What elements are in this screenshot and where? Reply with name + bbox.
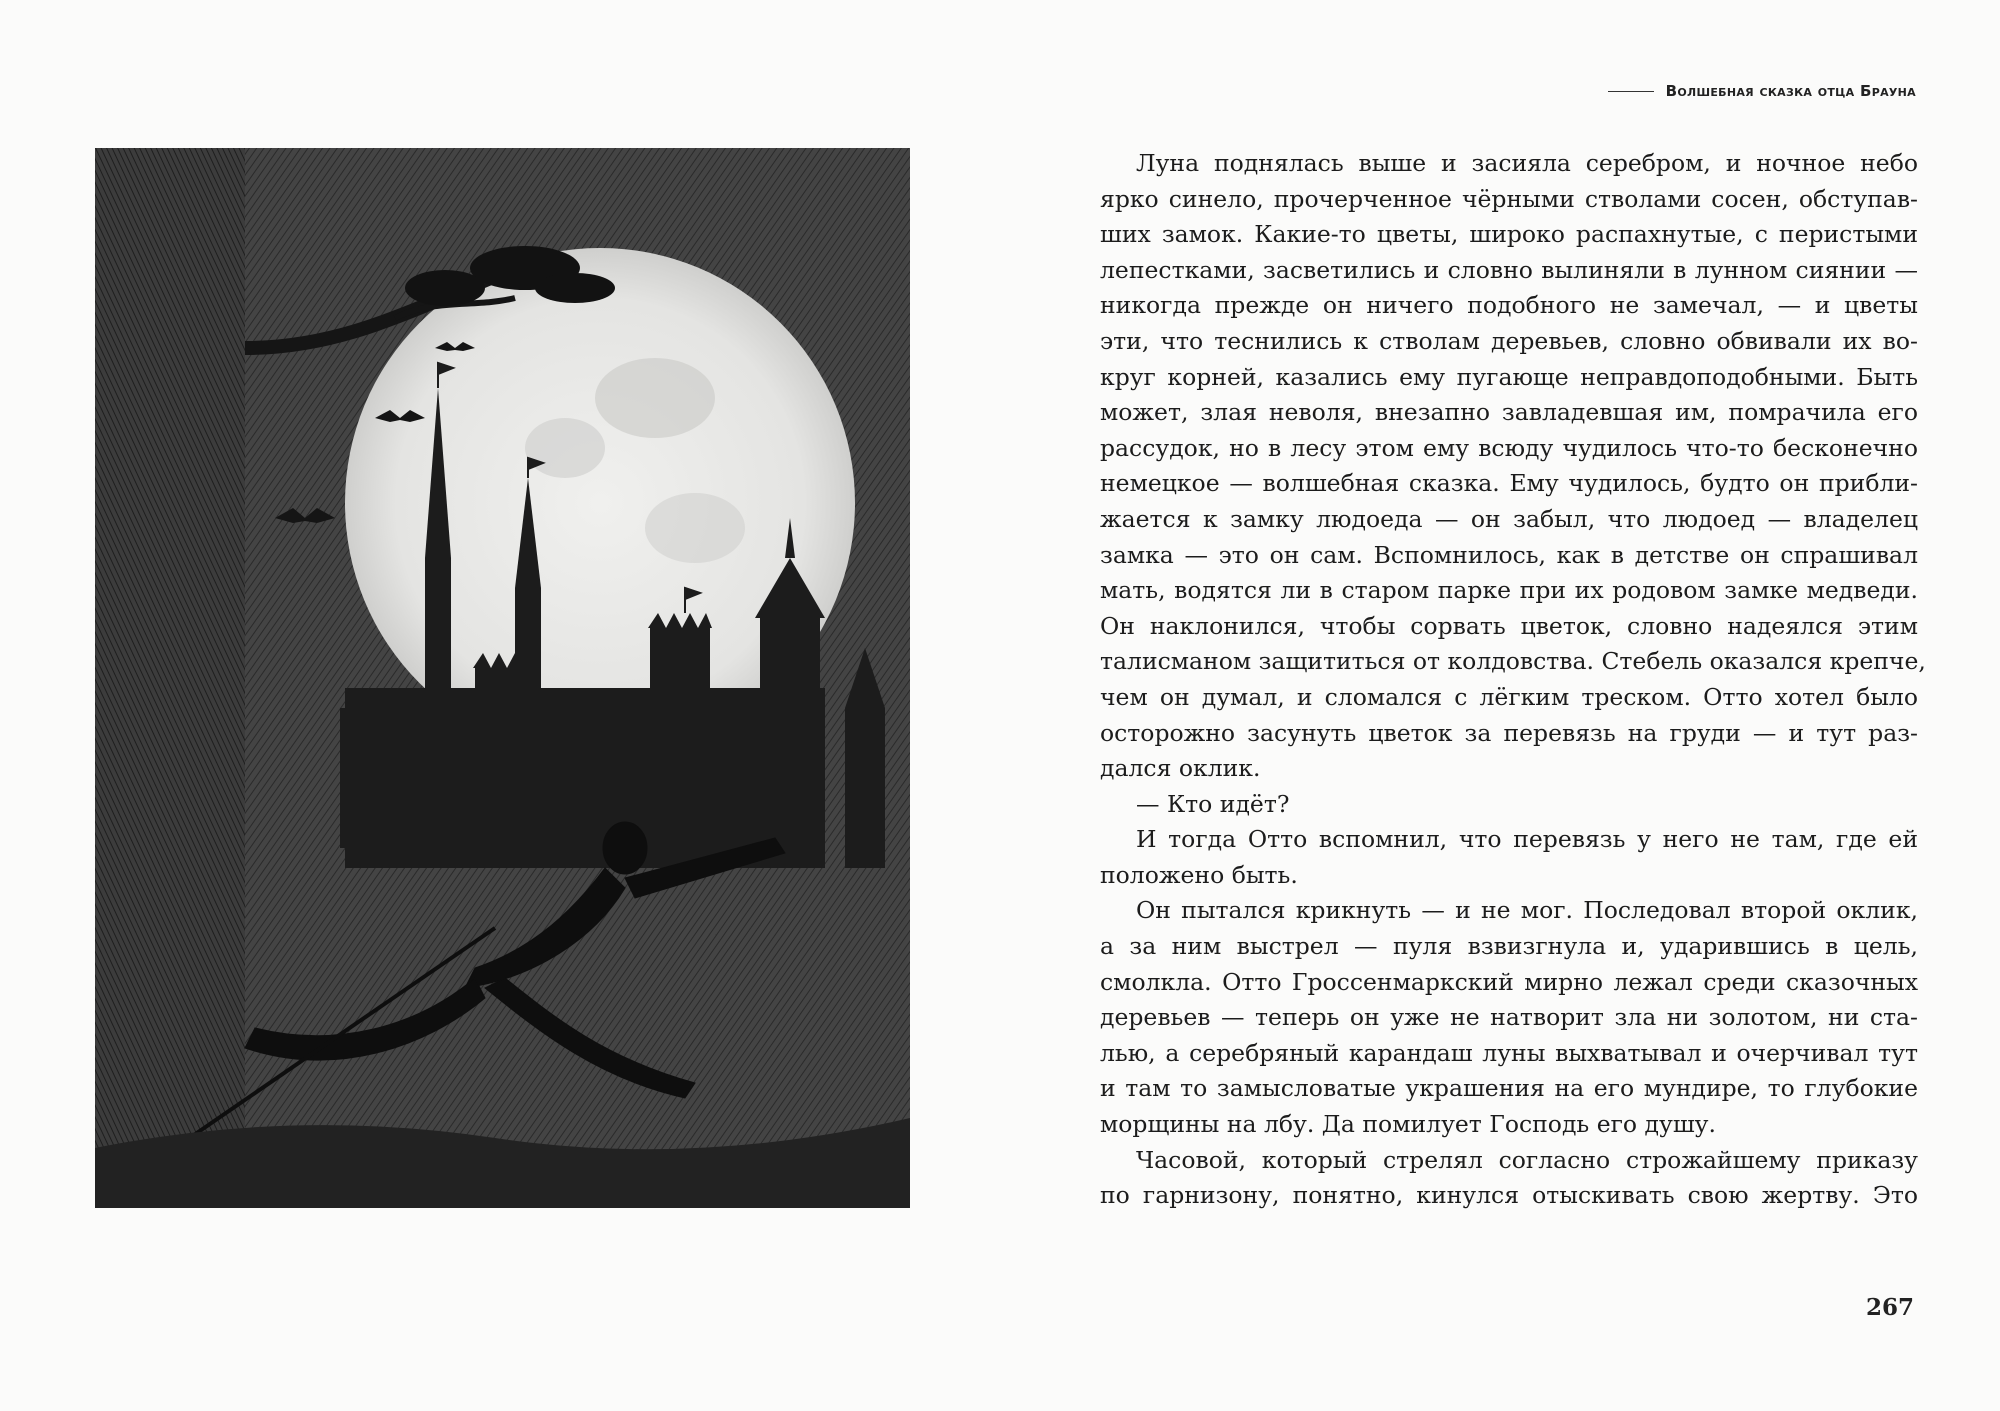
text-line: замка — это он сам. Вспомнилось, как в детстве он спрашивал [1100, 540, 1918, 569]
text-line: смолкла. Отто Гроссенмаркский мирно лежал среди сказочных [1100, 967, 1918, 996]
text-line: дался оклик. [1100, 754, 1261, 783]
text-line: может, злая неволя, внезапно завладевшая им, помрачила его [1100, 398, 1918, 427]
text-line: Часовой, который стрелял согласно строжайшему приказу [1136, 1145, 1918, 1174]
illustration [95, 148, 910, 1208]
text-line: немецкое — волшебная сказка. Ему чудилось, будто он прибли- [1100, 469, 1918, 498]
text-line: Он пытался крикнуть — и не мог. Последовал второй оклик, [1136, 896, 1918, 925]
text-line: рассудок, но в лесу этом ему всюду чудилось что-то бесконечно [1100, 433, 1918, 462]
body-text [1100, 146, 1926, 1214]
text-line: морщины на лбу. Да помилует Господь его душу. [1100, 1110, 1716, 1139]
text-line: круг корней, казались ему пугающе неправдоподобными. Быть [1100, 362, 1918, 391]
text-line: Луна поднялась выше и засияла серебром, и ночное небо [1136, 149, 1918, 177]
text-line: ших замок. Какие-то цветы, широко распахнутые, с перистыми [1100, 220, 1918, 249]
text-line: жается к замку людоеда — он забыл, что людоед — владелец [1100, 504, 1918, 533]
text-line: никогда прежде он ничего подобного не замечал, — и цветы [1100, 291, 1918, 320]
text-line: по гарнизону, понятно, кинулся отыскивать свою жертву. Это [1100, 1181, 1918, 1210]
text-line: талисманом защититься от колдовства. Стебель оказался крепче, [1100, 647, 1926, 676]
text-line: и там то замысловатые украшения на его мундире, то глубокие [1100, 1074, 1918, 1103]
text-line: осторожно засунуть цветок за перевязь на груди — и тут раз- [1100, 718, 1918, 747]
moonlit-castle-runner-illustration-icon [95, 148, 910, 1208]
text-line: лепестками, засветились и словно вылиняли в лунном сиянии — [1100, 255, 1918, 284]
text-line: ярко синело, прочерченное чёрными стволами сосен, обступав- [1100, 184, 1918, 213]
text-line: лью, а серебряный карандаш луны выхватывал и очерчивал тут [1100, 1038, 1918, 1067]
running-title: Волшебная сказка отца Брауна [1665, 82, 1916, 100]
text-line: Он наклонился, чтобы сорвать цветок, словно надеялся этим [1100, 611, 1918, 640]
text-line: положено быть. [1100, 860, 1298, 889]
dialogue-line: — Кто идёт? [1136, 789, 1290, 818]
running-head [1608, 82, 1916, 100]
header-rule [1608, 91, 1654, 92]
text-line: чем он думал, и сломался с лёгким треском. Отто хотел было [1100, 682, 1918, 711]
text-line: И тогда Отто вспомнил, что перевязь у него не там, где ей [1136, 825, 1918, 854]
page-number: 267 [1865, 1294, 1914, 1321]
text-line: деревьев — теперь он уже не натворит зла ни золотом, ни ста- [1100, 1003, 1918, 1032]
text-line: мать, водятся ли в старом парке при их родовом замке медведи. [1100, 576, 1918, 605]
text-line: а за ним выстрел — пуля взвизгнула и, ударившись в цель, [1100, 932, 1918, 961]
text-line: эти, что теснились к стволам деревьев, словно обвивали их во- [1100, 326, 1918, 355]
